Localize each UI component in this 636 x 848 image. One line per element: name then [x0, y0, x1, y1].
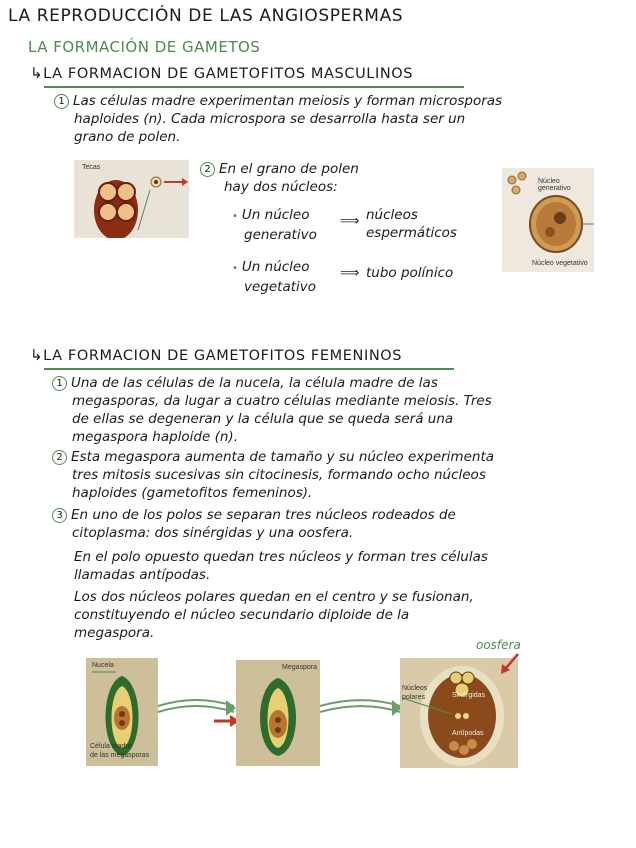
flow-arrow-2-icon	[318, 692, 404, 722]
text-line: Un núcleo	[241, 259, 310, 275]
text-line: Célula madre	[90, 743, 132, 750]
heading-femeninos-text: LA FORMACION DE GAMETOFITOS FEMENINOS	[43, 348, 403, 364]
corner-arrow-icon: ↳	[30, 346, 44, 364]
text-line: haploides (gametofitos femeninos).	[72, 485, 313, 501]
sinergidas-label: Sinérgidas	[452, 692, 486, 699]
text-line: llamadas antípodas.	[74, 567, 211, 583]
fem-paragraph-2	[52, 448, 627, 502]
section-title-gametos: LA FORMACIÓN DE GAMETOS	[28, 38, 261, 56]
bullet-icon: •	[232, 211, 238, 222]
fem-paragraph-4	[74, 548, 629, 584]
ovule-figure-2	[236, 660, 320, 766]
ovule-figure-1	[86, 658, 158, 766]
text-line: haploides (n). Cada microspora se desarrolla hasta ser un	[74, 111, 466, 127]
bullet-vegetativo	[232, 258, 316, 296]
tecas-label: Tecas	[82, 164, 101, 171]
heading-underline	[44, 368, 454, 370]
text-line: megasporas, da lugar a cuatro células mediante meiosis. Tres	[72, 393, 492, 409]
nucela-label: Nucela	[92, 662, 114, 669]
text-line: citoplasma: dos sinérgidas y una oosfera.	[72, 525, 354, 541]
nucleo-vegetativo-label: Núcleo vegetativo	[532, 260, 588, 267]
number-badge: 2	[200, 162, 215, 177]
number-badge: 3	[52, 508, 67, 523]
nucleo-generativo-label: Núcleo generativo	[538, 178, 571, 192]
text-line: Los dos núcleos polares quedan en el centro y se fusionan,	[74, 589, 474, 605]
text-line: espermáticos	[366, 225, 457, 241]
text-line: En uno de los polos se separan tres núcleos rodeados de	[71, 507, 456, 523]
heading-underline	[44, 86, 464, 88]
corner-arrow-icon: ↳	[30, 64, 44, 82]
number-badge: 1	[52, 376, 67, 391]
ovule-megaspora-illustration	[236, 660, 320, 766]
anther-figure	[74, 160, 189, 238]
megaspora-label: Megaspora	[282, 664, 318, 671]
masc-point-2	[200, 160, 359, 196]
text-line: Esta megaspora aumenta de tamaño y su núcleo experimenta	[71, 449, 495, 465]
anther-illustration	[74, 160, 189, 238]
nucleos-polares-label	[402, 684, 427, 702]
bullet-generativo	[232, 206, 317, 244]
text-line: grano de polen.	[74, 129, 181, 145]
oosfera-red-arrow-icon	[498, 652, 522, 676]
celula-madre-label	[90, 742, 149, 760]
arrow-vegetativo-icon: ⟹	[340, 265, 360, 281]
text-line: En el grano de polen	[219, 161, 359, 177]
text-line: núcleos	[366, 207, 418, 223]
pollen-figure	[502, 168, 594, 272]
page-title: LA REPRODUCCIÓN DE LAS ANGIOSPERMAS	[8, 6, 404, 26]
text-line: de las megasporas	[90, 752, 150, 759]
fem-paragraph-3	[52, 506, 627, 542]
result-vegetativo: tubo polínico	[366, 265, 454, 281]
text-line: constituyendo el núcleo secundario diploide de la	[74, 607, 410, 623]
heading-masculinos	[30, 64, 413, 82]
text-line: Núcleos	[402, 685, 428, 692]
oosfera-label: oosfera	[476, 638, 521, 652]
arrow-generativo-icon: ⟹	[340, 213, 360, 229]
result-generativo	[366, 206, 457, 242]
heading-masculinos-text: LA FORMACION DE GAMETOFITOS MASCULINOS	[43, 66, 414, 82]
text-line: vegetativo	[244, 279, 317, 295]
text-line: megaspora haploide (n).	[72, 429, 238, 445]
text-line: polares	[402, 694, 425, 701]
fem-paragraph-1	[52, 374, 627, 446]
heading-femeninos	[30, 346, 402, 364]
text-line: tres mitosis sucesivas sin citocinesis, formando ocho núcleos	[72, 467, 486, 483]
text-line: Las células madre experimentan meiosis y forman microsporas	[73, 93, 503, 109]
text-line: de ellas se degeneran y la célula que se queda será una	[72, 411, 454, 427]
number-badge: 1	[54, 94, 69, 109]
text-line: En el polo opuesto quedan tres núcleos y forman tres células	[74, 549, 488, 565]
text-line: Una de las células de la nucela, la célula madre de las	[71, 375, 438, 391]
bullet-icon: •	[232, 263, 238, 274]
text-line: Un núcleo	[241, 207, 310, 223]
masc-paragraph-1	[54, 92, 624, 146]
number-badge: 2	[52, 450, 67, 465]
text-line: hay dos núcleos:	[224, 179, 338, 195]
fem-paragraph-5	[74, 588, 629, 642]
text-line: megaspora.	[74, 625, 155, 641]
antipodas-label: Antípodas	[452, 730, 484, 737]
text-line: generativo	[244, 227, 317, 243]
